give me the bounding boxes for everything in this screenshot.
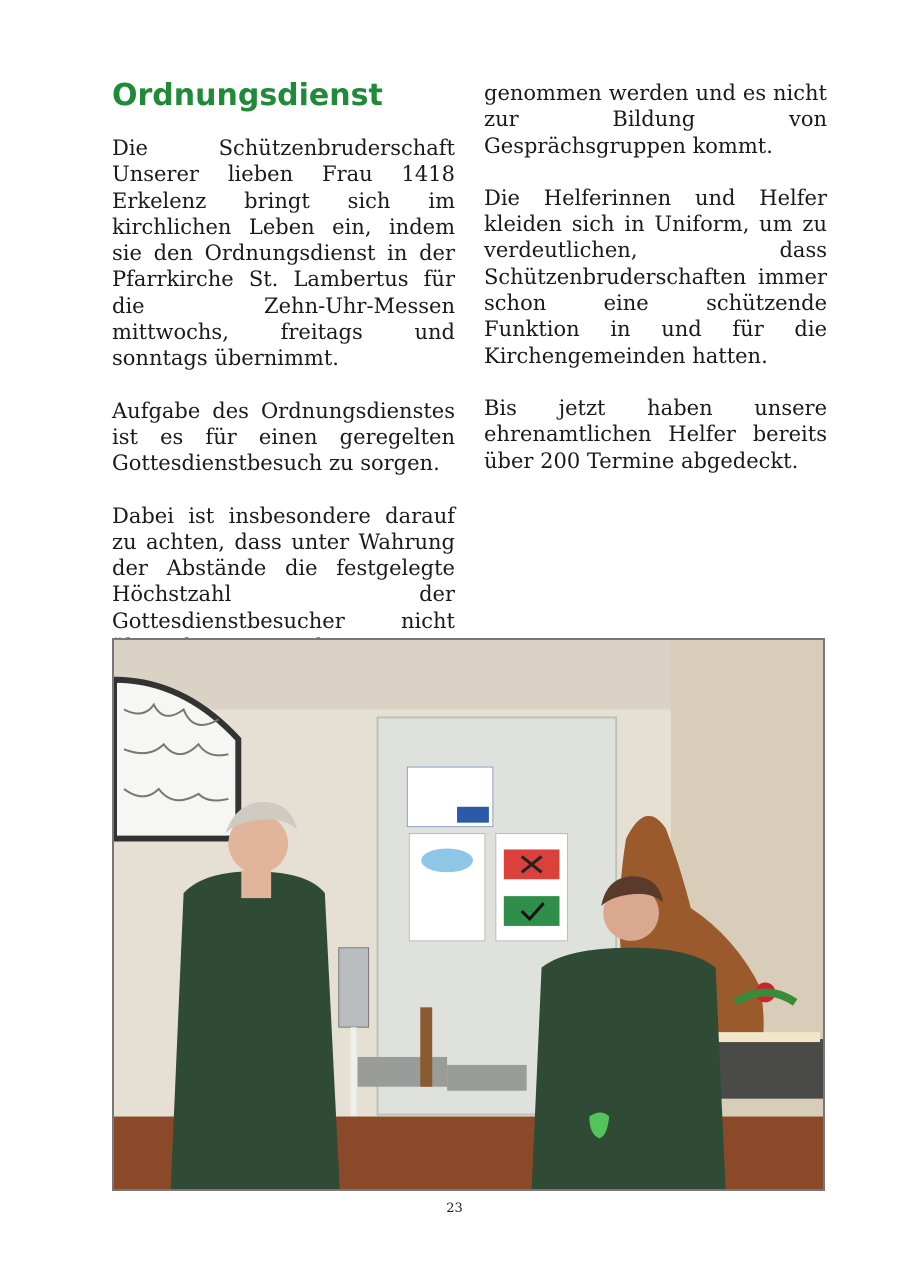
paragraph-5: Bis jetzt haben unsere ehrenamtlichen Helfer bereits über 200 Termine abgedeckt. bbox=[484, 395, 827, 473]
person-right bbox=[532, 948, 726, 1189]
paragraph-1: Die Schützenbruderschaft Unserer lieben Frau 1418 Erkelenz bringt sich im kirchlichen Leben ein, indem sie den Ordnungsdienst in der Pfarrkirche St. Lambertus für die Zehn-Uhr-Messen mittwochs, freitags und sonntags übernimmt. bbox=[112, 136, 455, 371]
person-left bbox=[171, 871, 340, 1189]
paragraph-3-part-1: Dabei ist insbesondere darauf zu achten, dass unter Wahrung der Abstände die festgelegte Höchstzahl der Gottesdienstbesucher nicht bbox=[112, 503, 455, 633]
right-column bbox=[484, 80, 827, 500]
church-photo bbox=[112, 638, 825, 1191]
church-photo-illustration bbox=[114, 640, 823, 1189]
paragraph-3-part-2: genommen werden und es nicht zur Bildung von Gesprächsgruppen kommt. bbox=[484, 81, 827, 158]
paragraph-2: Aufgabe des Ordnungsdienstes ist es für einen geregelten Gottesdienstbesuch zu sorgen. bbox=[112, 398, 455, 476]
page-number: 23 bbox=[446, 1201, 463, 1216]
paragraph-4: Die Helferinnen und Helfer kleiden sich in Uniform, um zu verdeutlichen, dass Schützenbruderschaften immer schon eine schützende Funktion in und für die Kirchengemeinden hatten. bbox=[484, 185, 827, 368]
article-heading: Ordnungsdienst bbox=[112, 78, 383, 113]
